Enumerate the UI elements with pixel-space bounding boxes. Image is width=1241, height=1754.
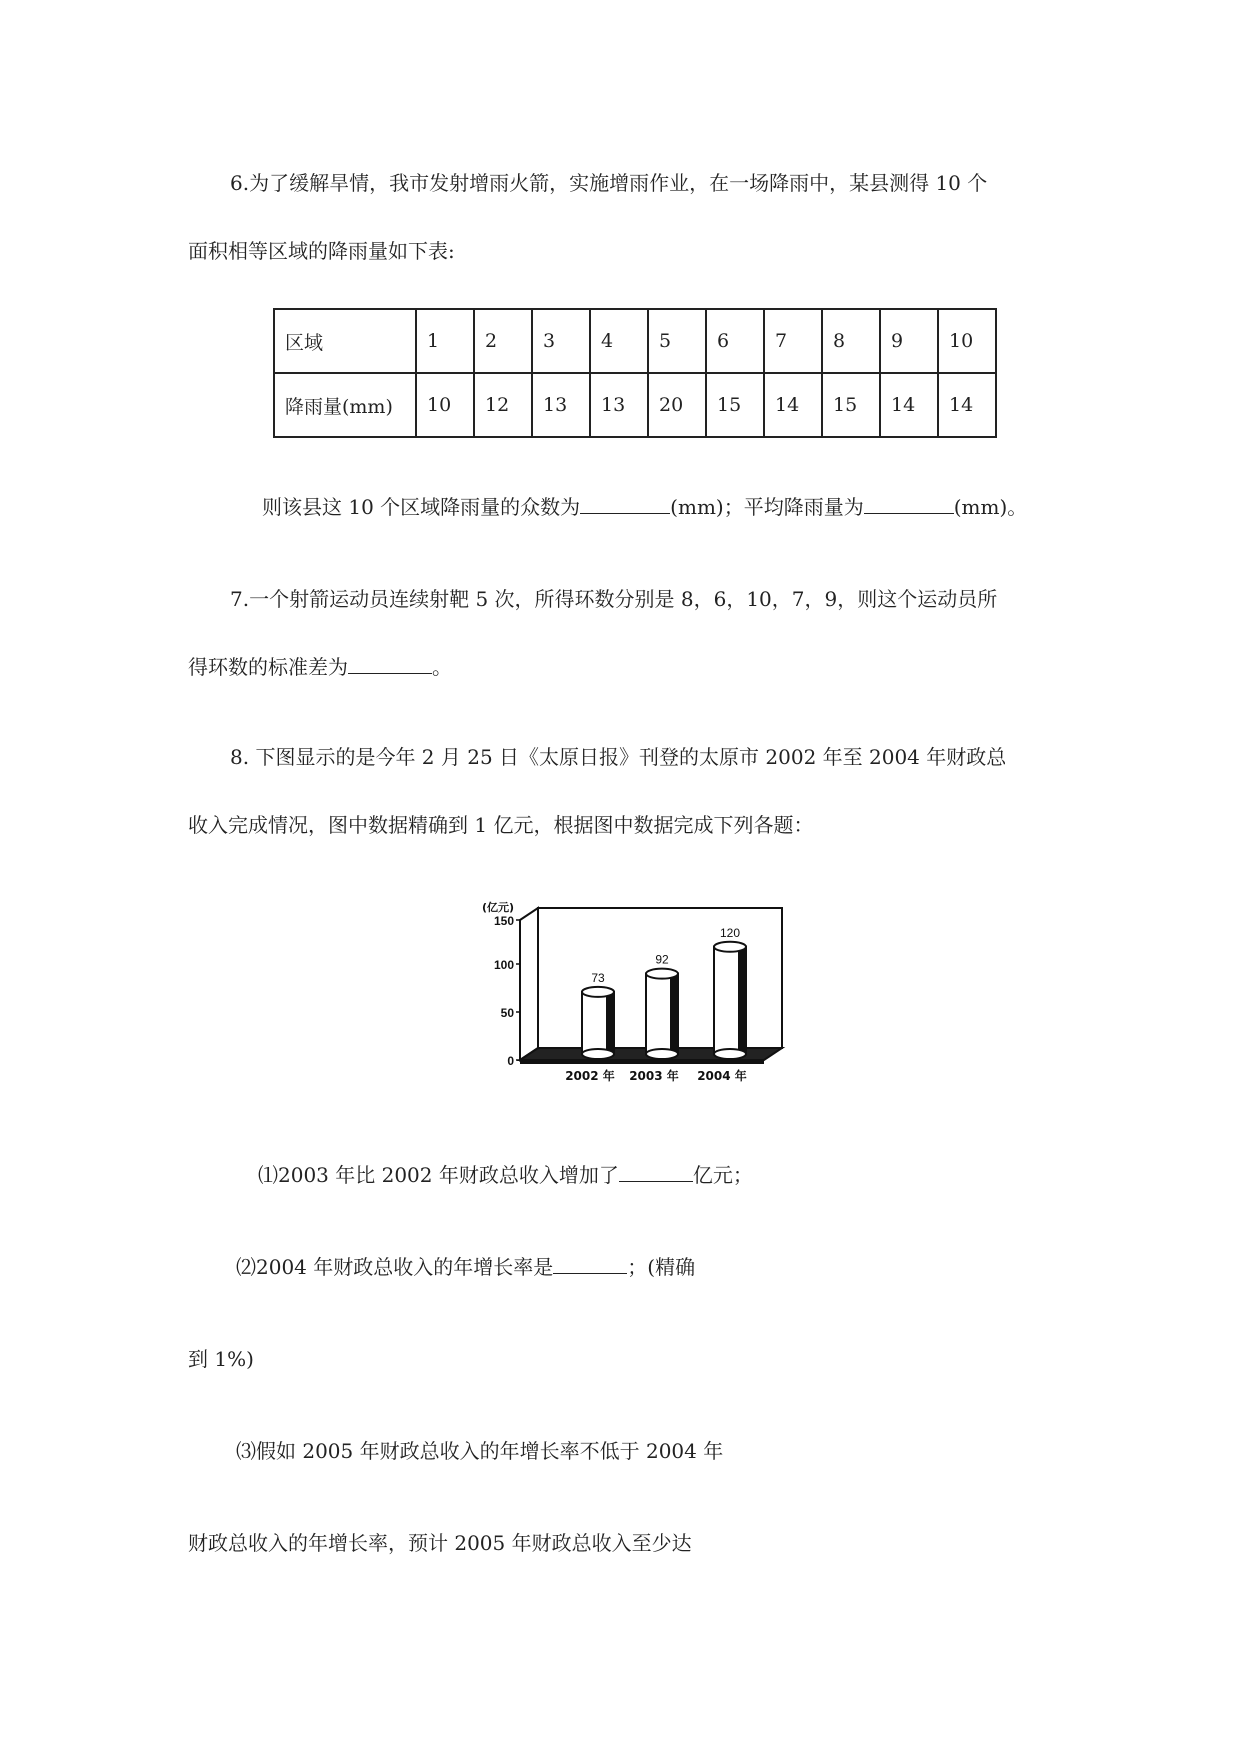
- bar-shade: [670, 974, 677, 1054]
- revenue-chart: [482, 900, 792, 1100]
- y-tick-label: 150: [493, 914, 514, 928]
- rainfall-table: [273, 308, 997, 438]
- rainfall-cell: 15: [822, 373, 880, 437]
- q8-sub-3-continued: 财政总收入的年增长率，预计 2005 年财政总收入至少达: [188, 1531, 692, 1555]
- q7-line-2: [188, 654, 452, 680]
- q8-sub-1-text: ⑴2003 年比 2002 年财政总收入增加了: [258, 1163, 619, 1187]
- x-tick-label: 2004 年: [697, 1069, 747, 1083]
- region-cell: 1: [416, 309, 474, 373]
- bar-base: [582, 1049, 614, 1059]
- region-cell: 7: [764, 309, 822, 373]
- q8-sub-2-continued: 到 1%): [188, 1347, 254, 1371]
- region-cell: 8: [822, 309, 880, 373]
- bar-top: [714, 942, 746, 952]
- data-label: 73: [591, 970, 605, 985]
- bar-shade: [738, 947, 745, 1054]
- x-tick-label: 2003 年: [629, 1069, 679, 1083]
- q6-line-1: 6.为了缓解旱情，我市发射增雨火箭，实施增雨作业，在一场降雨中，某县测得 10 个: [230, 171, 988, 195]
- table-row: [274, 309, 996, 373]
- q8-sub-2: [236, 1254, 695, 1280]
- q8-sub-1-end: 亿元；: [692, 1163, 753, 1187]
- region-cell: 6: [706, 309, 764, 373]
- q7-line-2-end: 。: [432, 655, 452, 679]
- answer-blank-mode[interactable]: [580, 495, 670, 514]
- rainfall-cell: 10: [416, 373, 474, 437]
- y-tick-label: 100: [493, 958, 514, 972]
- rainfall-cell: 12: [474, 373, 532, 437]
- region-cell: 2: [474, 309, 532, 373]
- bar-base: [646, 1049, 678, 1059]
- rainfall-cell: 13: [590, 373, 648, 437]
- answer-blank-stddev[interactable]: [348, 655, 432, 674]
- table-header-region: 区域: [274, 309, 416, 373]
- chart-side-wall: [520, 908, 538, 1060]
- q6-line-2: 面积相等区域的降雨量如下表:: [188, 239, 455, 263]
- y-tick-label: 50: [500, 1006, 514, 1020]
- revenue-chart-svg: [482, 900, 792, 1100]
- answer-blank-mean[interactable]: [864, 495, 954, 514]
- q6-question-part-1: 则该县这 10 个区域降雨量的众数为: [262, 495, 581, 519]
- region-cell: 4: [590, 309, 648, 373]
- q8-sub-2-text: ⑵2004 年财政总收入的年增长率是: [236, 1255, 554, 1279]
- q6-question-part-3: (mm)。: [953, 495, 1028, 519]
- q6-question: [262, 494, 1027, 520]
- q6-question-part-2: (mm)；平均降雨量为: [670, 495, 864, 519]
- q8-line-1: 8. 下图显示的是今年 2 月 25 日《太原日报》刊登的太原市 2002 年至 2004 年财政总: [230, 745, 1007, 769]
- region-cell: 10: [938, 309, 996, 373]
- table-header-rainfall: 降雨量(mm): [274, 373, 416, 437]
- rainfall-cell: 14: [764, 373, 822, 437]
- bar-shade: [606, 992, 613, 1054]
- bar-base: [714, 1049, 746, 1059]
- region-cell: 9: [880, 309, 938, 373]
- rainfall-cell: 14: [938, 373, 996, 437]
- q7-line-2-text: 得环数的标准差为: [188, 655, 348, 679]
- x-tick-label: 2002 年: [565, 1069, 615, 1083]
- y-axis-label: (亿元): [482, 901, 515, 914]
- rainfall-cell: 15: [706, 373, 764, 437]
- region-cell: 3: [532, 309, 590, 373]
- answer-blank-growth-rate[interactable]: [553, 1255, 627, 1274]
- rainfall-cell: 13: [532, 373, 590, 437]
- bar-top: [646, 969, 678, 979]
- chart-floor-edge: [520, 1060, 764, 1064]
- q8-sub-2-end: ；(精确: [627, 1255, 696, 1279]
- q7-line-1: 7.一个射箭运动员连续射靶 5 次，所得环数分别是 8，6，10，7，9，则这个运动员所: [230, 587, 998, 611]
- q8-sub-3: ⑶假如 2005 年财政总收入的年增长率不低于 2004 年: [236, 1439, 724, 1463]
- q8-line-2: 收入完成情况，图中数据精确到 1 亿元，根据图中数据完成下列各题：: [188, 813, 814, 837]
- rainfall-cell: 20: [648, 373, 706, 437]
- answer-blank-increase[interactable]: [619, 1163, 693, 1182]
- region-cell: 5: [648, 309, 706, 373]
- q8-sub-1: [258, 1162, 753, 1188]
- table-row: [274, 373, 996, 437]
- bar-top: [582, 987, 614, 997]
- data-label: 92: [655, 952, 669, 967]
- data-label: 120: [719, 925, 741, 940]
- rainfall-cell: 14: [880, 373, 938, 437]
- y-tick-label: 0: [507, 1054, 514, 1068]
